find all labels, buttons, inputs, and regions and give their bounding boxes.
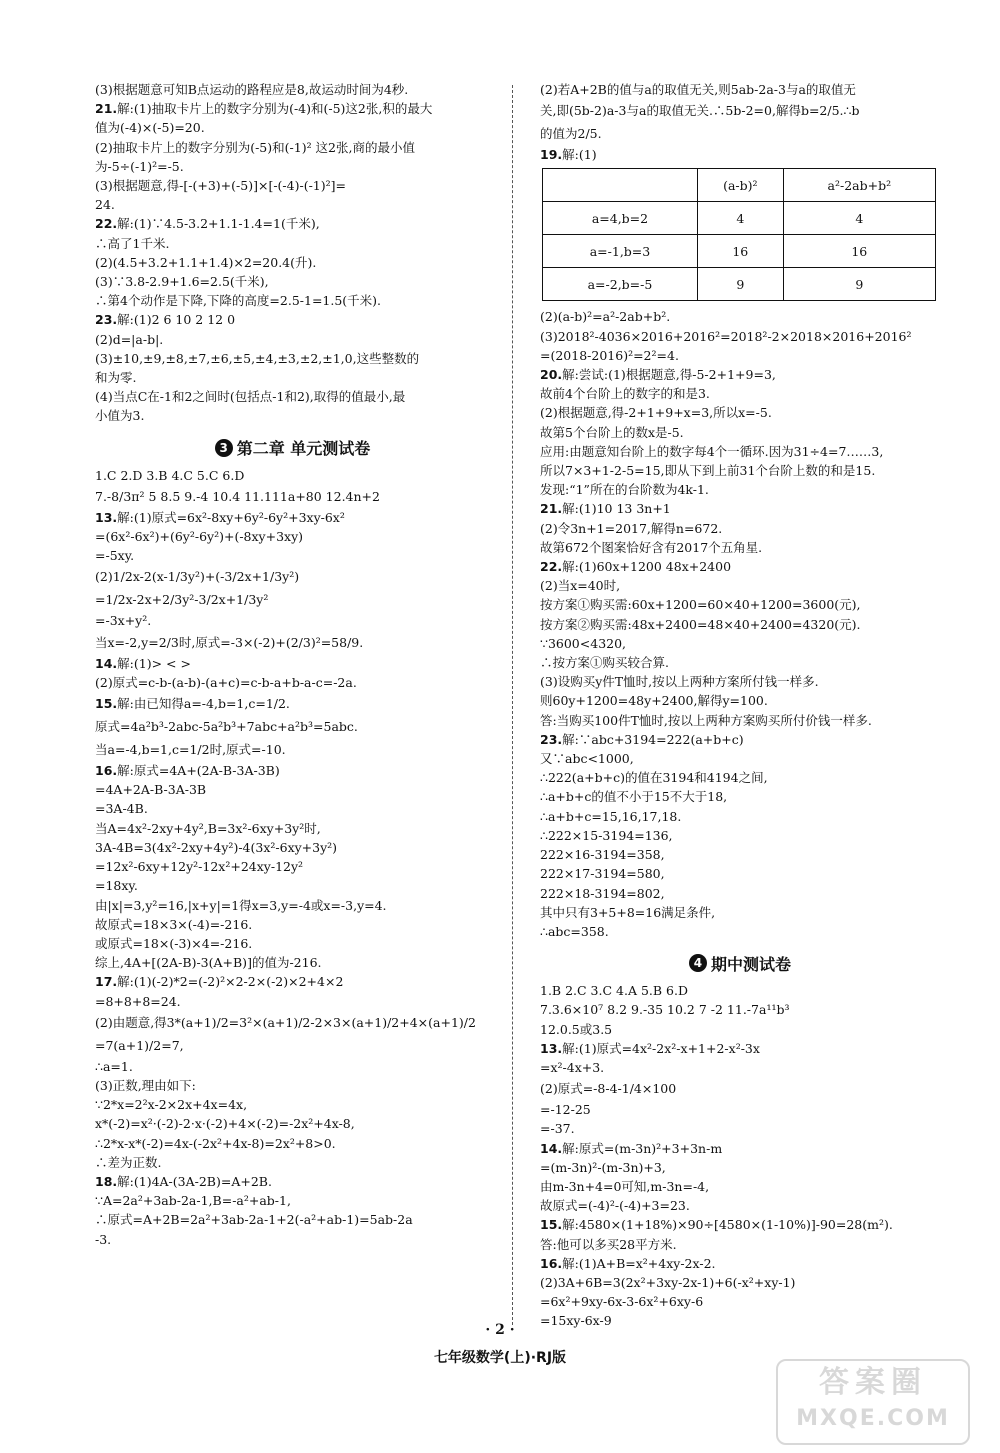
answer-line [95, 819, 490, 838]
answer-text: =x²-4x+3. [540, 1059, 605, 1075]
answer-text: 答:当购买100件T恤时,按以上两种方案购买所付价钱一样多. [540, 712, 872, 728]
answer-line [95, 588, 490, 611]
answer-text: 解:(1)A+B=x²+4xy-2x-2. [562, 1255, 716, 1271]
answer-text: ∴2*x-x*(-2)=4x-(-2x²+4x-8)=2x²+8>0. [95, 1135, 336, 1151]
question-number: 23. [540, 731, 563, 747]
answer-text: =-5xy. [95, 548, 135, 564]
answer-line [540, 711, 940, 730]
section-title: 期中测试卷 [710, 954, 791, 974]
answer-line [540, 384, 940, 403]
answer-line [540, 1196, 940, 1215]
answer-line [95, 272, 490, 291]
answer-text: 解:(1)60x+1200 48x+2400 [562, 559, 732, 575]
answer-text: 值为(-4)×(-5)=20. [95, 120, 205, 136]
answer-line [540, 691, 940, 710]
answer-text: ∴a+b+c=15,16,17,18. [540, 808, 682, 824]
answer-line [95, 1057, 490, 1076]
table-cell: 4 [783, 202, 935, 235]
answer-text: 故原式=18×3×(-4)=-216. [95, 916, 253, 932]
answer-text: 小值为3. [95, 408, 145, 424]
answer-text: 综上,4A+[(2A-B)-3(A+B)]的值为-216. [95, 955, 322, 971]
answer-line [540, 557, 940, 576]
answer-line [540, 1215, 940, 1234]
section-heading [540, 947, 940, 979]
question-number: 19. [540, 147, 563, 163]
answer-line [540, 1020, 940, 1039]
table-cell: 4 [697, 202, 783, 235]
table-header-row [543, 169, 936, 202]
answer-line [95, 485, 490, 508]
answer-text: ∵3600<4320, [540, 635, 627, 651]
question-number: 22. [95, 216, 118, 232]
answer-text: 解:(1)∵4.5-3.2+1.1-1.4=1(千米), [117, 216, 320, 232]
answer-text: ∴a=1. [95, 1058, 133, 1074]
answer-text: 解:∵abc+3194=222(a+b+c) [562, 731, 744, 747]
answer-line [540, 1119, 940, 1138]
answer-text: =-12-25 [540, 1102, 591, 1118]
answer-text: (3)根据题意,得-[-(+3)+(-5)]×[-(-4)-(-1)²]= [95, 178, 346, 194]
answer-line [540, 1139, 940, 1158]
answer-line [95, 1172, 490, 1191]
answer-line [95, 546, 490, 565]
answer-text: 解:(1) [562, 147, 597, 163]
answer-text: ∴a+b+c的值不小于15不大于18, [540, 789, 728, 805]
answer-text: =(2018-2016)²=2²=4. [540, 347, 679, 363]
answer-line [540, 145, 940, 164]
answer-text: 24. [95, 197, 115, 213]
answer-text: 解:(1)原式=4x²-2x²-x+1+2-x²-3x [562, 1040, 760, 1056]
answer-text: =(m-3n)²-(m-3n)+3, [540, 1159, 666, 1175]
answer-line [540, 480, 940, 499]
answer-line [540, 519, 940, 538]
answer-text: (2)d=|a-b|. [95, 331, 164, 347]
answer-line [540, 365, 940, 384]
answer-line [95, 310, 490, 329]
answer-text: =12x²-6xy+12y²-12x²+24xy-12y² [95, 859, 304, 875]
answer-text: =1/2x-2x+2/3y²-3/2x+1/3y² [95, 592, 269, 608]
question-number: 15. [540, 1217, 563, 1233]
table-cell: 16 [783, 235, 935, 268]
answer-text: =15xy-6x-9 [540, 1313, 612, 1329]
answer-line [95, 253, 490, 272]
table-row [543, 235, 936, 268]
answer-line [540, 1039, 940, 1058]
answer-line [540, 595, 940, 614]
answer-text: ∴abc=358. [540, 923, 609, 939]
answer-line [95, 195, 490, 214]
answer-text: ∵A=2a²+3ab-2a-1,B=-a²+ab-1, [95, 1193, 291, 1209]
answer-line [95, 857, 490, 876]
answer-text: ∴222(a+b+c)的值在3194和4194之间, [540, 770, 768, 786]
question-number: 14. [95, 655, 118, 671]
answer-text: 解:(1)4A-(3A-2B)=A+2B. [117, 1173, 272, 1189]
answer-text: 为-5÷(-1)²=-5. [95, 158, 184, 174]
answer-text: 由|x|=3,y²=16,|x+y|=1得x=3,y=-4或x=-3,y=4. [95, 897, 387, 913]
answer-line [540, 1100, 940, 1119]
right-column-bottom [540, 307, 940, 1330]
answer-line [540, 1058, 940, 1077]
answer-line [95, 176, 490, 195]
answer-line [95, 611, 490, 630]
answer-text: 或原式=18×(-3)×4=-216. [95, 935, 253, 951]
answer-text: (2)3A+6B=3(2x²+3xy-2x-1)+6(-x²+xy-1) [540, 1274, 796, 1290]
answer-line [95, 368, 490, 387]
answer-text: 7.3.6×10⁷ 8.2 9.-35 10.2 7 -2 11.-7a¹¹b³ [540, 1002, 790, 1018]
answer-line [95, 953, 490, 972]
answer-text: 解:(1)> < > [117, 655, 191, 671]
answer-text: 解:由已知得a=-4,b=1,c=1/2. [117, 696, 290, 712]
answer-text: (3)2018²-4036×2016+2016²=2018²-2×2018×2016+2016² [540, 328, 912, 344]
answer-text: ∴按方案①购买较合算. [540, 655, 669, 671]
answer-text: 当a=-4,b=1,c=1/2时,原式=-10. [95, 742, 286, 758]
answer-line [540, 826, 940, 845]
answer-line [540, 538, 940, 557]
question-number: 22. [540, 559, 563, 575]
answer-line [95, 896, 490, 915]
answer-line [95, 387, 490, 406]
answer-text: (3)正数,理由如下: [95, 1077, 196, 1093]
answer-line [540, 442, 940, 461]
answer-text: 故前4个台阶上的数字的和是3. [540, 386, 710, 402]
answer-text: 解:尝试:(1)根据题意,得-5-2+1+9=3, [562, 367, 776, 383]
question-number: 21. [540, 501, 563, 517]
answer-text: 按方案②购买需:48x+2400=48×40+2400=4320(元). [540, 616, 861, 632]
answer-line [540, 749, 940, 768]
answer-line [540, 768, 940, 787]
right-column-top [540, 80, 940, 164]
answer-text: 关,即(5b-2)a-3与a的取值无关.∴5b-2=0,解得b=2/5.∴b [540, 103, 860, 119]
answer-text: (2)令3n+1=2017,解得n=672. [540, 520, 723, 536]
answer-line [540, 653, 940, 672]
question-number: 13. [540, 1040, 563, 1056]
answer-text: 按方案①购买需:60x+1200=60×40+1200=3600(元), [540, 597, 861, 613]
answer-line [540, 1292, 940, 1311]
table-header-cell: (a-b)² [697, 169, 783, 202]
answer-text: (2)原式=-8-4-1/4×100 [540, 1081, 677, 1097]
table-body [543, 202, 936, 301]
answer-line [540, 307, 940, 326]
answer-text: (2)根据题意,得-2+1+9+x=3,所以x=-5. [540, 405, 772, 421]
answer-text: =-3x+y². [95, 613, 152, 629]
answer-text: 222×18-3194=802, [540, 885, 665, 901]
answer-line [95, 738, 490, 761]
question-number: 21. [95, 101, 118, 117]
answer-line [95, 692, 490, 715]
answer-line [540, 884, 940, 903]
answer-text: 解:(1)原式=6x²-8xy+6y²-6y²+3xy-6x² [117, 509, 345, 525]
answer-line [540, 864, 940, 883]
answer-text: 222×16-3194=358, [540, 847, 665, 863]
answer-text: 222×17-3194=580, [540, 866, 665, 882]
answer-text: 的值为2/5. [540, 126, 602, 142]
answer-line [95, 157, 490, 176]
answer-line [540, 1158, 940, 1177]
answer-line [95, 234, 490, 253]
answer-text: =6x²+9xy-6x-3-6x²+6xy-6 [540, 1294, 704, 1310]
answer-text: (2)若A+2B的值与a的取值无关,则5ab-2a-3与a的取值无 [540, 82, 856, 97]
answer-line [95, 673, 490, 692]
answer-text: =18xy. [95, 878, 138, 894]
answer-line [540, 787, 940, 806]
answer-line [95, 1034, 490, 1057]
answer-text: (4)当点C在-1和2之间时(包括点-1和2),取得的值最小,最 [95, 389, 406, 405]
answer-line [95, 631, 490, 654]
question-number: 20. [540, 367, 563, 383]
answer-line [95, 214, 490, 233]
answer-line [95, 1230, 490, 1249]
answer-line [540, 1235, 940, 1254]
answer-line [95, 330, 490, 349]
section-title: 第二章 单元测试卷 [236, 439, 371, 459]
answer-text: 故第5个台阶上的数x是-5. [540, 424, 684, 440]
answer-text: 1.B 2.C 3.C 4.A 5.B 6.D [540, 983, 688, 999]
answer-line [540, 845, 940, 864]
question-number: 14. [540, 1140, 563, 1156]
answer-line [95, 1011, 490, 1034]
answer-line [540, 122, 940, 145]
answer-line [540, 461, 940, 480]
answer-line [95, 838, 490, 857]
table-cell: a=-1,b=3 [543, 235, 698, 268]
watermark-top-text: 答案圈 [819, 1365, 927, 1400]
answer-text: 1.C 2.D 3.B 4.C 5.C 6.D [95, 467, 245, 483]
table-row [543, 202, 936, 235]
table-cell: 16 [697, 235, 783, 268]
answer-text: (2)抽取卡片上的数字分别为(-5)和(-1)² 这2张,商的最小值 [95, 139, 415, 155]
answer-line [95, 508, 490, 527]
section-number-icon: 4 [689, 954, 707, 972]
answer-text: =3A-4B. [95, 801, 148, 817]
question-number: 13. [95, 509, 118, 525]
answer-line [540, 615, 940, 634]
answer-line [95, 1114, 490, 1133]
answer-line [95, 715, 490, 738]
answer-line [540, 1077, 940, 1100]
table-cell: 9 [697, 268, 783, 301]
answer-line [540, 634, 940, 653]
answer-text: (2)(4.5+3.2+1.1+1.4)×2=20.4(升). [95, 254, 317, 270]
answer-line [95, 80, 490, 99]
answer-text: ∴原式=A+2B=2a²+3ab-2a-1+2(-a²+ab-1)=5ab-2a [95, 1212, 413, 1228]
answer-text: =-37. [540, 1121, 575, 1137]
watermark-bottom-text: MXQE.COM [796, 1406, 950, 1431]
answer-line [95, 934, 490, 953]
answer-text: 则60y+1200=48y+2400,解得y=100. [540, 693, 768, 709]
answer-table-19 [542, 168, 936, 301]
answer-text: (2)由题意,得3*(a+1)/2=3²×(a+1)/2-2×3×(a+1)/2+4×(a+1)/2 [95, 1014, 476, 1030]
answer-line [95, 992, 490, 1011]
answer-text: ∴高了1千米. [95, 235, 170, 251]
answer-line [95, 118, 490, 137]
answer-text: 当A=4x²-2xy+4y²,B=3x²-6xy+3y²时, [95, 820, 321, 836]
answer-text: x*(-2)=x²·(-2)-2·x·(-2)+4×(-2)=-2x²+4x-8, [95, 1116, 355, 1132]
answer-line [95, 138, 490, 157]
question-number: 17. [95, 974, 118, 990]
answer-line [95, 1134, 490, 1153]
answer-line [95, 99, 490, 118]
answer-line [540, 99, 940, 122]
answer-text: 所以7×3+1-2-5=15,即从下到上前31个台阶上数的和是15. [540, 463, 876, 479]
answer-text: 应用:由题意知台阶上的数字每4个一循环.因为31÷4=7……3, [540, 443, 884, 459]
answer-text: 和为零. [95, 370, 137, 386]
answer-text: 解:原式=4A+(2A-B-3A-3B) [117, 763, 280, 779]
answer-line [95, 349, 490, 368]
answer-line [95, 972, 490, 991]
answer-text: (2)原式=c-b-(a-b)-(a+c)=c-b-a+b-a-c=-2a. [95, 674, 357, 690]
column-divider [512, 85, 513, 1325]
answer-text: (2)当x=40时, [540, 578, 621, 594]
answer-line [95, 915, 490, 934]
answer-text: ∴差为正数. [95, 1154, 162, 1170]
book-title: 七年级数学(上)·RJ版 [433, 1350, 567, 1366]
answer-line [95, 291, 490, 310]
answer-text: (3)∵3.8-2.9+1.6=2.5(千米), [95, 274, 269, 290]
answer-text: 12.0.5或3.5 [540, 1021, 613, 1037]
answer-line [540, 346, 940, 365]
answer-line [540, 903, 940, 922]
answer-text: 3A-4B=3(4x²-2xy+4y²)-4(3x²-6xy+3y²) [95, 839, 338, 855]
answer-line [540, 981, 940, 1000]
answer-line [95, 1210, 490, 1229]
answer-line [95, 876, 490, 895]
answer-line [540, 403, 940, 422]
answer-text: 当x=-2,y=2/3时,原式=-3×(-2)+(2/3)²=58/9. [95, 634, 364, 650]
answer-text: 解:4580×(1+18%)×90÷[4580×(1-10%)]-90=28(m²). [562, 1217, 893, 1233]
answer-text: ∴222×15-3194=136, [540, 827, 673, 843]
answer-text: =4A+2A-B-3A-3B [95, 782, 207, 798]
answer-text: 解:(1)2 6 10 2 12 0 [117, 312, 236, 328]
answer-line [95, 1095, 490, 1114]
question-number: 18. [95, 1173, 118, 1189]
section-heading [95, 432, 490, 464]
table-header-cell [543, 169, 698, 202]
answer-line [540, 807, 940, 826]
answer-line [95, 780, 490, 799]
answer-line [540, 730, 940, 749]
answer-line [540, 1254, 940, 1273]
answer-line [95, 565, 490, 588]
answer-text: ∵2*x=2²x-2×2x+4x=4x, [95, 1097, 248, 1113]
answer-text: 解:(1)(-2)*2=(-2)²×2-2×(-2)×2+4×2 [117, 974, 344, 990]
answer-text: -3. [95, 1231, 112, 1247]
page-number: · 2 · [485, 1322, 515, 1338]
answer-text: 解:(1)10 13 3n+1 [562, 501, 671, 517]
answer-text: =(6x²-6x²)+(6y²-6y²)+(-8xy+3xy) [95, 529, 304, 545]
answer-line [540, 499, 940, 518]
answer-text: 解:(1)抽取卡片上的数字分别为(-4)和(-5)这2张,积的最大 [117, 101, 433, 117]
answer-text: 由m-3n+4=0可知,m-3n=-4, [540, 1178, 710, 1194]
table-header-cell: a²-2ab+b² [783, 169, 935, 202]
answer-text: (2)1/2x-2(x-1/3y²)+(-3/2x+1/3y²) [95, 569, 300, 585]
table-row [543, 268, 936, 301]
question-number: 15. [95, 696, 118, 712]
answer-line [540, 1273, 940, 1292]
answer-text: 发现:“1”所在的台阶数为4k-1. [540, 482, 709, 498]
answer-text: 解:原式=(m-3n)²+3+3n-m [562, 1140, 723, 1156]
answer-text: (3)根据题意可知B点运动的路程应是8,故运动时间为4秒. [95, 82, 409, 97]
watermark-logo [776, 1359, 970, 1445]
question-number: 16. [540, 1255, 563, 1271]
answer-line [540, 1000, 940, 1019]
answer-line [540, 576, 940, 595]
answer-line [540, 922, 940, 941]
section-number-icon: 3 [215, 439, 233, 457]
answer-line [540, 80, 940, 99]
answer-text: (2)(a-b)²=a²-2ab+b². [540, 309, 671, 325]
table-cell: a=-2,b=-5 [543, 268, 698, 301]
answer-text: 答:他可以多买28平方米. [540, 1236, 677, 1252]
table-cell: 9 [783, 268, 935, 301]
answer-line [95, 761, 490, 780]
answer-line [540, 423, 940, 442]
answer-text: (3)±10,±9,±8,±7,±6,±5,±4,±3,±2,±1,0,这些整数的 [95, 350, 420, 366]
answer-line [95, 527, 490, 546]
answer-text: (3)设购买y件T恤时,按以上两种方案所付钱一样多. [540, 674, 819, 690]
answer-text: 7.-8/3π² 5 8.5 9.-4 10.4 11.111a+80 12.4n+2 [95, 488, 380, 504]
answer-line [95, 1191, 490, 1210]
answer-text: 其中只有3+5+8=16满足条件, [540, 904, 716, 920]
answer-text: 故原式=(-4)²-(-4)+3=23. [540, 1198, 690, 1214]
answer-text: 原式=4a²b³-2abc-5a²b³+7abc+a²b³=5abc. [95, 719, 358, 735]
table-cell: a=4,b=2 [543, 202, 698, 235]
question-number: 23. [95, 312, 118, 328]
answer-line [95, 1076, 490, 1095]
answer-line [540, 672, 940, 691]
answer-line [540, 1177, 940, 1196]
question-number: 16. [95, 763, 118, 779]
answer-line [95, 1153, 490, 1172]
answer-line [95, 654, 490, 673]
answer-line [95, 406, 490, 425]
answer-text: 故第672个图案恰好含有2017个五角星. [540, 539, 763, 555]
answer-text: =8+8+8=24. [95, 993, 181, 1009]
answer-line [540, 327, 940, 346]
right-column [540, 80, 940, 1331]
answer-text: =7(a+1)/2=7, [95, 1037, 184, 1053]
answer-line [95, 799, 490, 818]
left-column [95, 80, 490, 1249]
answer-line [95, 466, 490, 485]
answer-text: 又∵abc<1000, [540, 751, 634, 767]
answer-text: ∴第4个动作是下降,下降的高度=2.5-1=1.5(千米). [95, 293, 382, 309]
